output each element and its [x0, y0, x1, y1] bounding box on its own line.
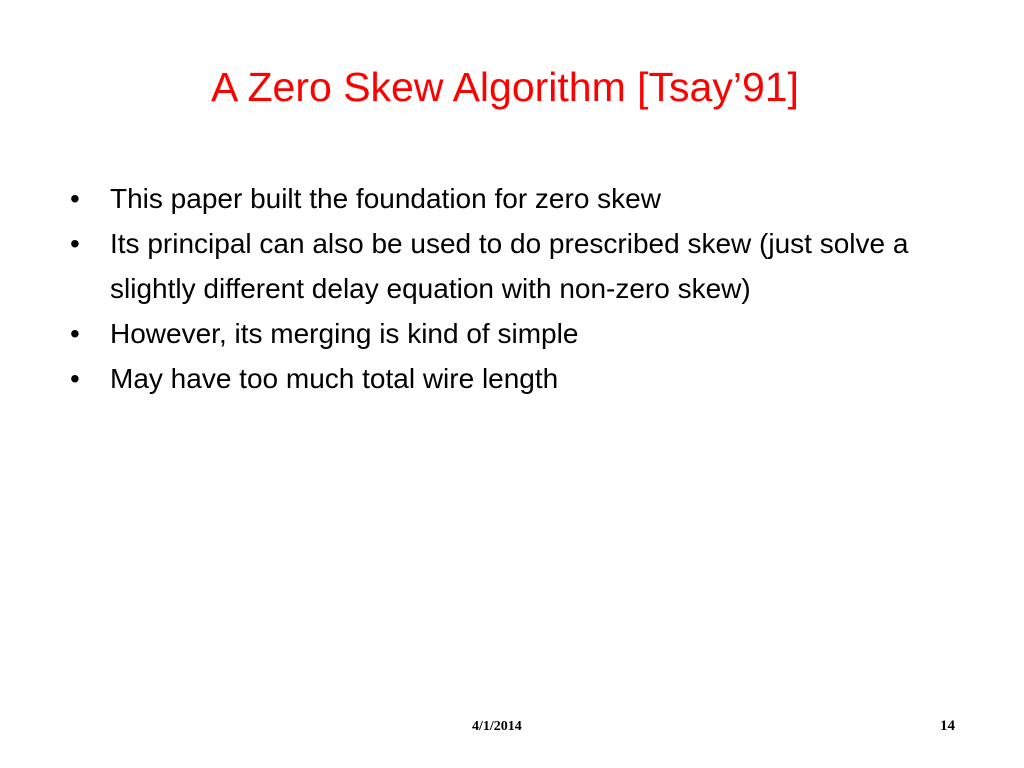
bullet-icon: • [70, 318, 80, 349]
bullet-list [70, 176, 950, 401]
bullet-item [70, 176, 950, 221]
footer-date: 4/1/2014 [472, 719, 522, 734]
bullet-text: However, its merging is kind of simple [110, 318, 579, 349]
bullet-icon: • [70, 183, 80, 214]
bullet-text: May have too much total wire length [110, 363, 559, 394]
bullet-item [70, 311, 950, 356]
page-number: 14 [940, 718, 955, 734]
bullet-item [70, 221, 950, 311]
bullet-icon: • [70, 363, 80, 394]
bullet-text: This paper built the foundation for zero skew [110, 183, 661, 214]
bullet-text: Its principal can also be used to do prescribed skew (just solve a slightly different delay equation with non-zero skew) [110, 228, 909, 304]
slide-title: A Zero Skew Algorithm [Tsay’91] [211, 64, 799, 110]
bullet-icon: • [70, 228, 80, 259]
bullet-item [70, 356, 950, 401]
